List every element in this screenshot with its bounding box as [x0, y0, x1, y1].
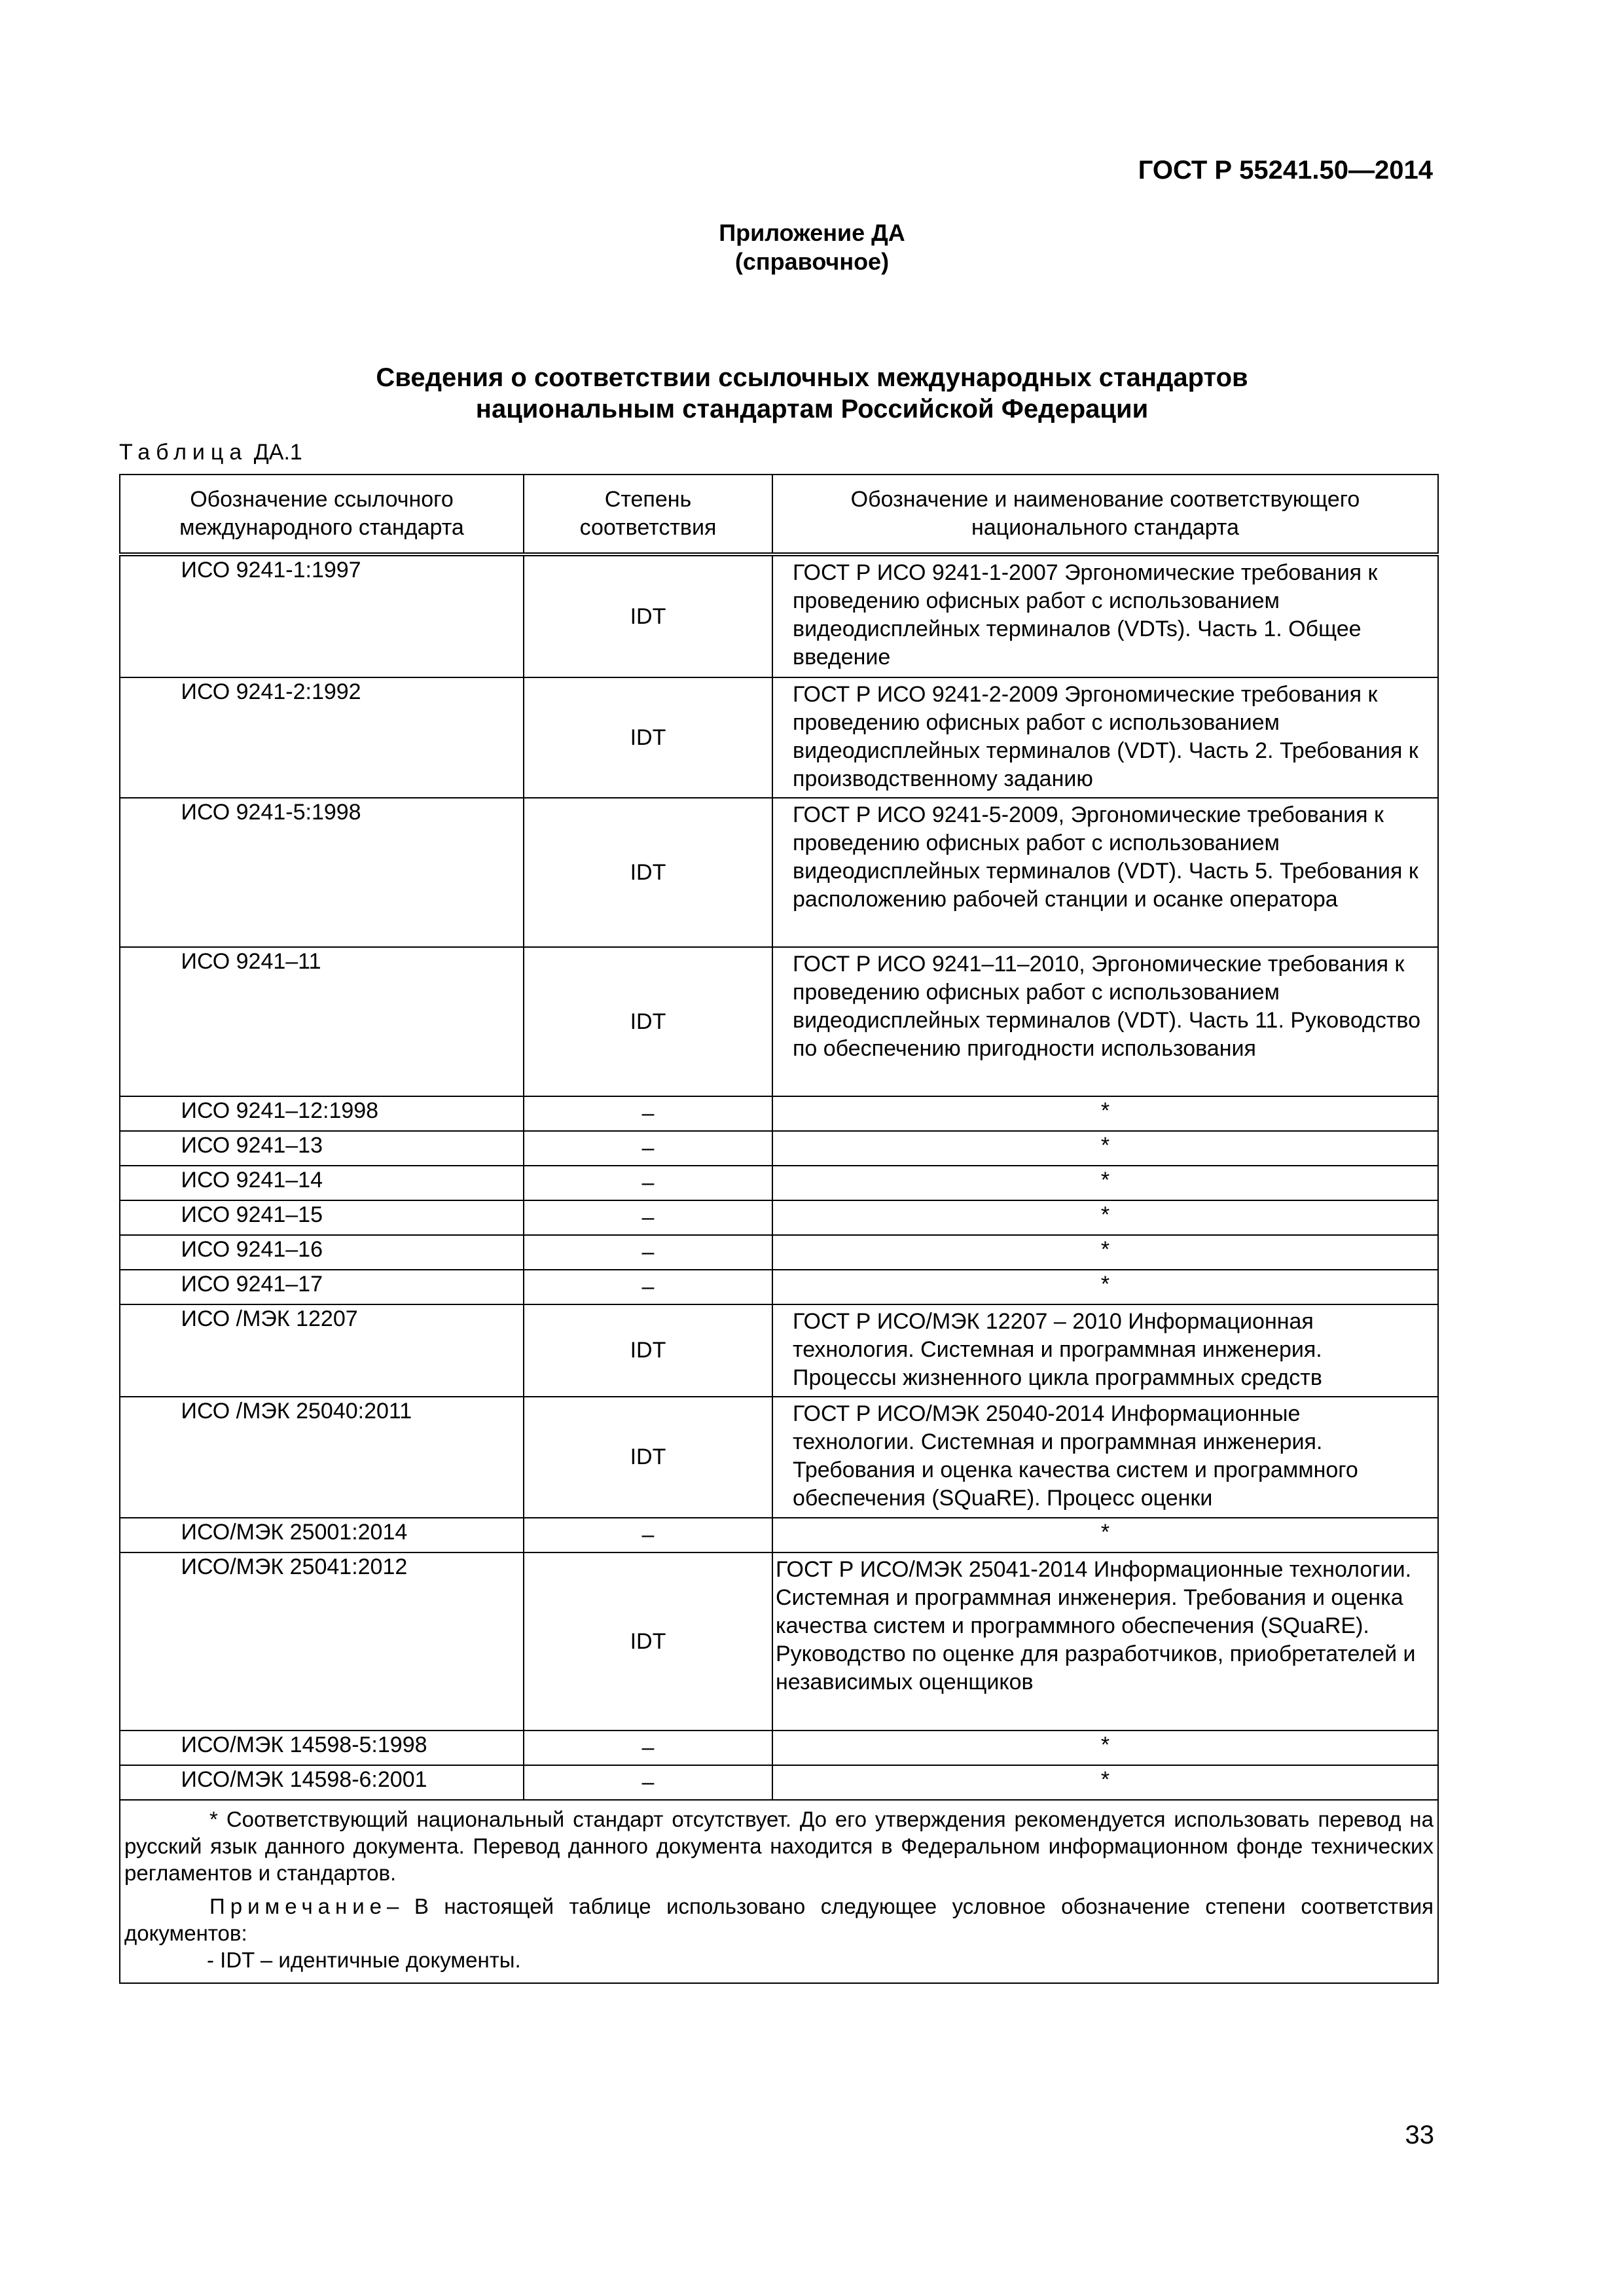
table-row: [120, 798, 1438, 947]
degree-cell: –: [524, 1731, 772, 1765]
national-standard-cell: ГОСТ Р ИСО/МЭК 25040-2014 Информационные технологии. Системная и программная инженерия. Требования и оценка качества систем и программного обеспечения (SQuaRE). Процесс оценки: [772, 1397, 1438, 1518]
table-caption-word: Таблица: [119, 440, 248, 465]
national-standard-cell: ГОСТ Р ИСО/МЭК 12207 – 2010 Информационная технология. Системная и программная инженерия. Процессы жизненного цикла программных средств: [772, 1304, 1438, 1397]
national-standard-cell: *: [772, 1166, 1438, 1200]
table-header-row: [120, 475, 1438, 554]
national-standard-cell: *: [772, 1096, 1438, 1131]
degree-cell: –: [524, 1200, 772, 1235]
table-caption: [119, 440, 302, 465]
table-row: [120, 1200, 1438, 1235]
national-standard-cell: ГОСТ Р ИСО 9241-5-2009, Эргономические требования к проведению офисных работ с использованием видеодисплейных терминалов (VDT). Часть 5. Требования к расположению рабочей станции и осанке оператора: [772, 798, 1438, 947]
degree-cell: IDT: [524, 1397, 772, 1518]
national-standard-cell: *: [772, 1131, 1438, 1166]
international-standard-cell: ИСО 9241-1:1997: [120, 554, 524, 677]
international-standard-cell: ИСО 9241–12:1998: [120, 1096, 524, 1131]
national-standard-cell: *: [772, 1518, 1438, 1552]
table-row: [120, 677, 1438, 798]
table-row: [120, 947, 1438, 1096]
international-standard-cell: ИСО /МЭК 12207: [120, 1304, 524, 1397]
note-list-item: - IDT – идентичные документы.: [207, 1948, 521, 1972]
international-standard-cell: ИСО 9241-5:1998: [120, 798, 524, 947]
standards-correspondence-table: [119, 474, 1439, 1984]
note-label: Примечание: [209, 1894, 388, 1918]
table-notes: [120, 1800, 1438, 1983]
page-number: 33: [1405, 2121, 1434, 2149]
national-standard-cell: ГОСТ Р ИСО 9241-2-2009 Эргономические требования к проведению офисных работ с использованием видеодисплейных терминалов (VDT). Часть 2. Требования к производственному заданию: [772, 677, 1438, 798]
table-row: [120, 1166, 1438, 1200]
table-row: [120, 1270, 1438, 1304]
annex-subtitle: (справочное): [734, 248, 890, 275]
section-title: [0, 362, 1624, 425]
international-standard-cell: ИСО /МЭК 25040:2011: [120, 1397, 524, 1518]
national-standard-cell: *: [772, 1200, 1438, 1235]
column-header-national: Обозначение и наименование соответствующего национального стандарта: [772, 475, 1438, 554]
degree-cell: IDT: [524, 947, 772, 1096]
degree-cell: –: [524, 1096, 772, 1131]
international-standard-cell: ИСО/МЭК 14598-6:2001: [120, 1765, 524, 1800]
table-row: [120, 1552, 1438, 1731]
column-header-degree: Степень соответствия: [524, 475, 772, 554]
international-standard-cell: ИСО 9241–14: [120, 1166, 524, 1200]
international-standard-cell: ИСО/МЭК 14598-5:1998: [120, 1731, 524, 1765]
degree-cell: –: [524, 1765, 772, 1800]
degree-cell: IDT: [524, 1552, 772, 1731]
degree-cell: IDT: [524, 1304, 772, 1397]
degree-cell: IDT: [524, 798, 772, 947]
annex-heading: [0, 219, 1624, 276]
international-standard-cell: ИСО 9241-2:1992: [120, 677, 524, 798]
table-row: [120, 1765, 1438, 1800]
national-standard-cell: ГОСТ Р ИСО/МЭК 25041-2014 Информационные технологии. Системная и программная инженерия. Требования и оценка качества систем и программного обеспечения (SQuaRE). Руководство по оценке для разработчиков, приобретателей и независимых оценщиков: [772, 1552, 1438, 1731]
table-caption-number: ДА.1: [253, 440, 302, 465]
degree-cell: –: [524, 1131, 772, 1166]
table-row: [120, 1096, 1438, 1131]
note-paragraph: [124, 1893, 1434, 1946]
annex-title: Приложение ДА: [719, 219, 905, 246]
international-standard-cell: ИСО 9241–15: [120, 1200, 524, 1235]
national-standard-cell: ГОСТ Р ИСО 9241–11–2010, Эргономические требования к проведению офисных работ с использованием видеодисплейных терминалов (VDT). Часть 11. Руководство по обеспечению пригодности использования: [772, 947, 1438, 1096]
table-row: [120, 1397, 1438, 1518]
document-code: ГОСТ Р 55241.50—2014: [1138, 156, 1433, 185]
degree-cell: IDT: [524, 677, 772, 798]
table-notes-row: [120, 1800, 1438, 1983]
degree-cell: IDT: [524, 554, 772, 677]
national-standard-cell: *: [772, 1235, 1438, 1270]
national-standard-cell: *: [772, 1731, 1438, 1765]
degree-cell: –: [524, 1270, 772, 1304]
footnote-text: * Соответствующий национальный стандарт отсутствует. До его утверждения рекомендуется использовать перевод на русский язык данного документа. Перевод данного документа находится в Федеральном информационном фонде технических регламентов и стандартов.: [124, 1807, 1434, 1885]
international-standard-cell: ИСО 9241–17: [120, 1270, 524, 1304]
degree-cell: –: [524, 1166, 772, 1200]
note-text: – В настоящей таблице использовано следующее условное обозначение степени соответствия документов:: [124, 1894, 1434, 1945]
national-standard-cell: *: [772, 1270, 1438, 1304]
international-standard-cell: ИСО 9241–13: [120, 1131, 524, 1166]
table-row: [120, 1304, 1438, 1397]
international-standard-cell: ИСО 9241–16: [120, 1235, 524, 1270]
section-title-line-1: Сведения о соответствии ссылочных международных стандартов: [376, 363, 1248, 392]
column-header-international: Обозначение ссылочного международного стандарта: [120, 475, 524, 554]
section-title-line-2: национальным стандартам Российской Федерации: [475, 395, 1149, 423]
international-standard-cell: ИСО 9241–11: [120, 947, 524, 1096]
international-standard-cell: ИСО/МЭК 25001:2014: [120, 1518, 524, 1552]
national-standard-cell: ГОСТ Р ИСО 9241-1-2007 Эргономические требования к проведению офисных работ с использованием видеодисплейных терминалов (VDTs). Часть 1. Общее введение: [772, 554, 1438, 677]
table-row: [120, 1131, 1438, 1166]
table-row: [120, 1235, 1438, 1270]
national-standard-cell: *: [772, 1765, 1438, 1800]
table-row: [120, 554, 1438, 677]
degree-cell: –: [524, 1518, 772, 1552]
international-standard-cell: ИСО/МЭК 25041:2012: [120, 1552, 524, 1731]
degree-cell: –: [524, 1235, 772, 1270]
table-row: [120, 1731, 1438, 1765]
table-row: [120, 1518, 1438, 1552]
